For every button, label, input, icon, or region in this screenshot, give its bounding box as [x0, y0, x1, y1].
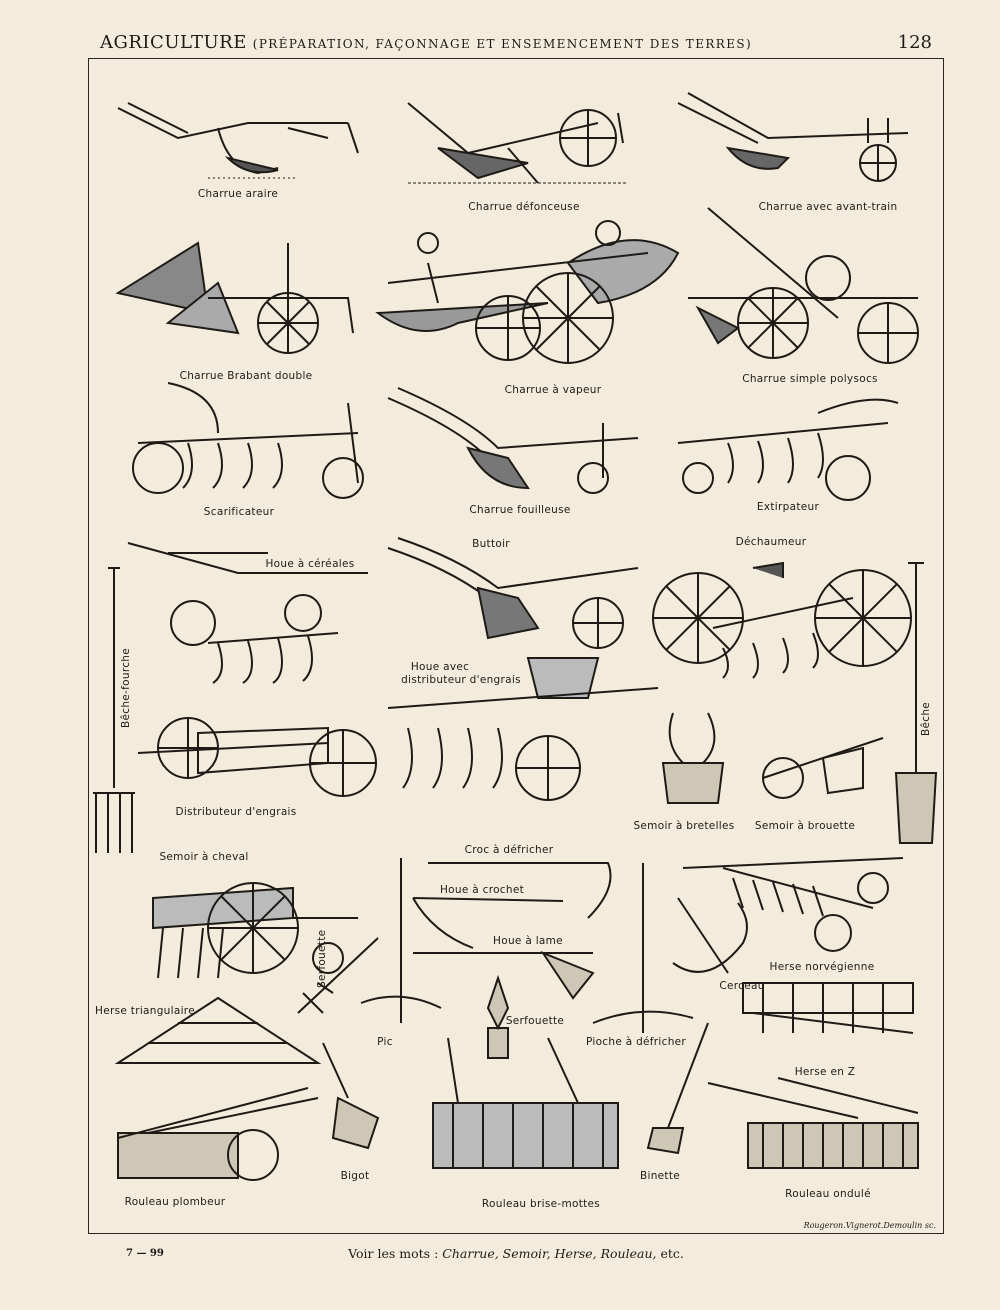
illustration-plate: [88, 58, 944, 1234]
label-beche: Bêche: [920, 701, 932, 736]
charrue-brabant-illustration: [108, 223, 358, 363]
buttoir-illustration: [388, 528, 648, 648]
label-houe-cereales: Houe à céréales: [265, 558, 355, 570]
page-footer: [0, 1248, 1000, 1268]
label-charrue-defonceuse: Charrue défonceuse: [468, 201, 580, 213]
page-title: AGRICULTURE (PRÉPARATION, FAÇONNAGE ET ENSEMENCEMENT DES TERRES): [100, 32, 753, 53]
printer-signature: 7 — 99: [126, 1248, 164, 1259]
label-houe-distributeur-2: distributeur d'engrais: [401, 674, 521, 686]
label-semoir-bretelles: Semoir à bretelles: [633, 820, 735, 832]
charrue-fouilleuse-illustration: [388, 378, 648, 498]
label-herse-z: Herse en Z: [794, 1066, 856, 1078]
label-cerceau: Cerceau: [719, 980, 765, 992]
label-houe-distributeur-1: Houe avec: [410, 661, 470, 673]
bigot-illustration: [318, 1038, 388, 1168]
label-buttoir: Buttoir: [472, 538, 510, 550]
label-rouleau-ondule: Rouleau ondulé: [785, 1188, 871, 1200]
label-bigot: Bigot: [340, 1170, 370, 1182]
herse-norvegienne-illustration: [673, 848, 913, 958]
beche-illustration: [888, 563, 948, 853]
label-herse-triangulaire: Herse triangulaire: [95, 1005, 195, 1017]
label-charrue-brabant: Charrue Brabant double: [179, 370, 313, 382]
charrue-polysocs-illustration: [678, 208, 938, 368]
label-charrue-polysocs: Charrue simple polysocs: [742, 373, 878, 385]
label-charrue-fouilleuse: Charrue fouilleuse: [469, 504, 571, 516]
charrue-avant-train-illustration: [668, 88, 928, 188]
label-binette: Binette: [639, 1170, 681, 1182]
label-semoir-cheval: Semoir à cheval: [159, 851, 249, 863]
rouleau-plombeur-illustration: [108, 1078, 328, 1188]
scarificateur-illustration: [128, 373, 388, 503]
houe-cereales-illustration: [118, 533, 398, 693]
footer-note: Voir les mots : Charrue, Semoir, Herse, Rouleau, etc.: [348, 1246, 684, 1261]
charrue-araire-illustration: [108, 98, 368, 188]
label-herse-norvegienne: Herse norvégienne: [769, 961, 875, 973]
label-houe-crochet: Houe à crochet: [439, 884, 525, 896]
label-rouleau-plombeur: Rouleau plombeur: [124, 1196, 226, 1208]
label-charrue-vapeur: Charrue à vapeur: [504, 384, 602, 396]
engraver-credit: Rougeron.Vignerot.Demoulin sc.: [803, 1221, 936, 1230]
label-pioche-defricher: Pioche à défricher: [585, 1036, 687, 1048]
label-extirpateur: Extirpateur: [756, 501, 820, 513]
page-number: 128: [897, 32, 932, 53]
extirpateur-illustration: [668, 383, 908, 503]
distributeur-engrais-illustration: [128, 703, 388, 813]
label-serfouette-small: Serfouette: [316, 929, 328, 988]
rouleau-brise-mottes-illustration: [428, 1033, 628, 1178]
charrue-vapeur-illustration: [368, 203, 688, 383]
label-distributeur-engrais: Distributeur d'engrais: [175, 806, 297, 818]
label-charrue-avant-train: Charrue avec avant-train: [758, 201, 898, 213]
label-croc-defricher: Croc à défricher: [464, 844, 554, 856]
label-pic: Pic: [377, 1036, 393, 1048]
label-rouleau-brise-mottes: Rouleau brise-mottes: [481, 1198, 601, 1210]
charrue-defonceuse-illustration: [398, 93, 648, 193]
label-serfouette: Serfouette: [505, 1015, 565, 1027]
label-houe-lame: Houe à lame: [493, 935, 563, 947]
label-dechaumeur: Déchaumeur: [735, 536, 807, 548]
label-beche-fourche: Bêche-fourche: [120, 648, 132, 728]
label-scarificateur: Scarificateur: [203, 506, 275, 518]
page-header: [100, 32, 932, 56]
label-semoir-brouette: Semoir à brouette: [754, 820, 856, 832]
label-charrue-araire: Charrue araire: [197, 188, 279, 200]
dechaumeur-illustration: [653, 538, 913, 698]
rouleau-ondule-illustration: [698, 1073, 928, 1183]
semoir-brouette-illustration: [753, 728, 893, 808]
semoir-bretelles-illustration: [653, 703, 733, 813]
